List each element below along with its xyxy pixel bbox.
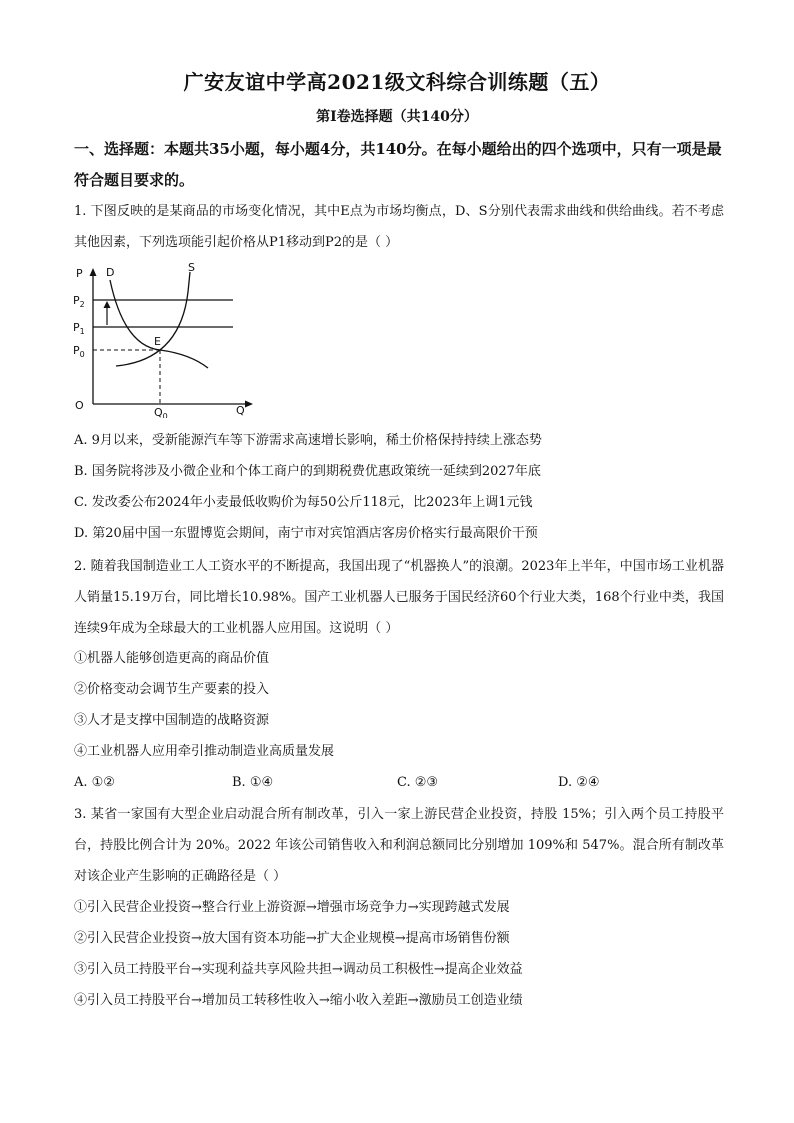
x-axis-arrow — [245, 401, 253, 408]
origin-label: O — [75, 399, 84, 412]
section-subtitle: 第Ⅰ卷选择题（共140分） — [316, 109, 478, 125]
question-2-stem: 2. 随着我国制造业工人工资水平的不断提高，我国出现了“机器换人”的浪潮。2023年上半年，中国市场工业机器人销量15.19万台，同比增长10.98%。国产工业机器人已服务于国民经济60个行业大类，168个行业中类，我国连续9年成为全球最大的工业机器人应用国。这说明（ ） — [74, 559, 724, 636]
question-2-statement-3: ③人才是支撑中国制造的战略资源 — [74, 713, 270, 728]
q0-label: $Q_0$ — [154, 406, 168, 418]
y-axis-label: P — [76, 267, 83, 280]
question-2-choice-c: C. ②③ — [397, 775, 439, 790]
question-3-statement-1: ①引入民营企业投资→整合行业上游资源→增强市场竞争力→实现跨越式发展 — [74, 900, 510, 915]
supply-demand-graph — [70, 258, 260, 418]
question-1-option-d: D. 第20届中国一东盟博览会期间，南宁市对宾馆酒店客房价格实行最高限价干预 — [74, 526, 538, 541]
question-1-stem: 1. 下图反映的是某商品的市场变化情况，其中E点为市场均衡点，D、S分别代表需求曲线和供给曲线。若不考虑其他因素，下列选项能引起价格从P1移动到P2的是（ ） — [74, 204, 724, 250]
question-2-statement-1: ①机器人能够创造更高的商品价值 — [74, 651, 270, 666]
p2-label: $P_2$ — [73, 294, 85, 309]
question-3-stem: 3. 某省一家国有大型企业启动混合所有制改革，引入一家上游民营企业投资，持股 15%；引入两个员工持股平台，持股比例合计为 20%。2022 年该公司销售收入和利润总额同比分别增加 109%和 547%。混合所有制改革对该企业产生影响的正确路径是（ ） — [74, 807, 724, 884]
x-axis-label: Q — [236, 404, 245, 417]
price-rise-arrowhead — [104, 301, 111, 308]
p0-label: $P_0$ — [73, 344, 85, 359]
question-2-choice-a: A. ①② — [74, 775, 115, 790]
question-3-statement-3: ③引入员工持股平台→实现利益共享风险共担→调动员工积极性→提高企业效益 — [74, 962, 523, 977]
question-2-choice-b: B. ①④ — [232, 775, 274, 790]
question-2-choice-d: D. ②④ — [558, 775, 600, 790]
equilibrium-label: E — [154, 335, 161, 348]
question-3-statement-2: ②引入民营企业投资→放大国有资本功能→扩大企业规模→提高市场销售份额 — [74, 931, 510, 946]
question-2-statement-4: ④工业机器人应用牵引推动制造业高质量发展 — [74, 744, 335, 759]
section-heading: 一、选择题：本题共35小题，每小题4分，共140分。在每小题给出的四个选项中，只有一项是最符合题目要求的。 — [74, 140, 722, 189]
question-3-statement-4: ④引入员工持股平台→增加员工转移性收入→缩小收入差距→激励员工创造业绩 — [74, 993, 523, 1008]
supply-curve — [116, 272, 190, 366]
y-axis-arrow — [90, 268, 97, 276]
question-1-option-c: C. 发改委公布2024年小麦最低收购价为每50公斤118元，比2023年上调1元钱 — [74, 495, 533, 510]
page-title: 广安友谊中学高2021级文科综合训练题（五） — [183, 70, 611, 94]
supply-label: S — [188, 261, 195, 274]
question-1-option-a: A. 9月以来，受新能源汽车等下游需求高速增长影响，稀土价格保持持续上涨态势 — [74, 433, 542, 448]
demand-label: D — [106, 266, 115, 279]
question-2-statement-2: ②价格变动会调节生产要素的投入 — [74, 682, 270, 697]
question-1-option-b: B. 国务院将涉及小微企业和个体工商户的到期税费优惠政策统一延续到2027年底 — [74, 464, 541, 479]
demand-curve — [110, 280, 208, 368]
p1-label: $P_1$ — [73, 321, 85, 336]
